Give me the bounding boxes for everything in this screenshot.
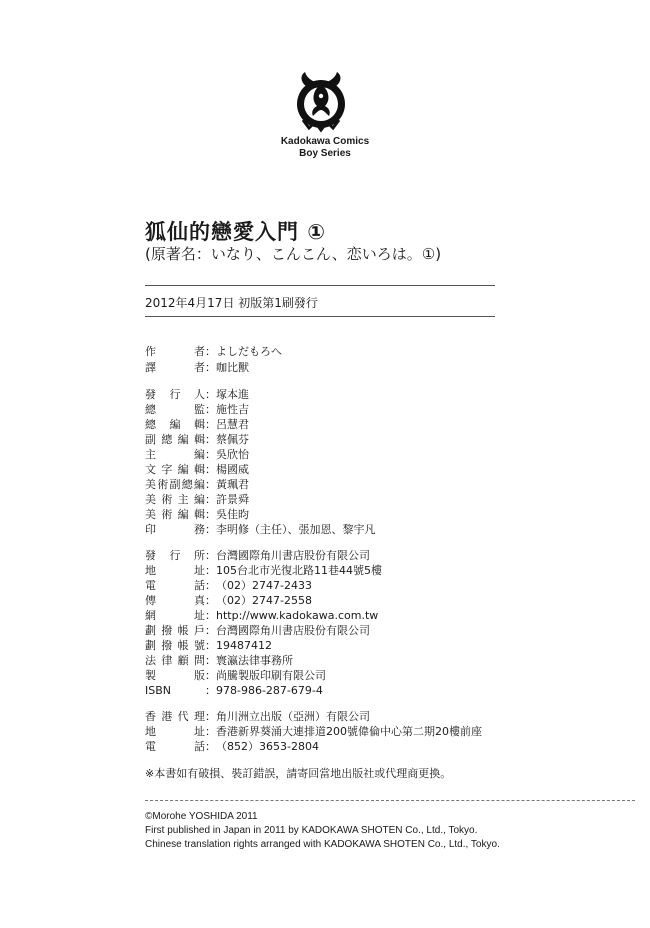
replacement-notice: ※本書如有破損、裝訂錯誤，請寄回當地出版社或代理商更換。 [145,767,452,780]
credit-row: 美術編輯：吳佳昀 [145,508,249,521]
publisher-row: 劃撥帳號：19487412 [145,639,272,652]
hk-agent-row: 地址：香港新界葵涌大連排道200號偉倫中心第二期20樓前座 [145,725,482,738]
copyright-line: First published in Japan in 2011 by KADOKAWA SHOTEN Co., Ltd., Tokyo. [145,825,478,836]
publisher-row: 網址：http://www.kadokawa.com.tw [145,609,379,622]
series-name: Kadokawa Comics [280,136,370,147]
credit-row: 印務：李明修（主任）、張加恩、黎宇凡 [145,523,376,536]
credit-row: 美術主編：許景舜 [145,493,249,506]
publisher-row: ISBN ：978-986-287-679-4 [145,684,323,697]
credit-row: 譯者：咖比獸 [145,361,249,374]
publisher-row: 發行所：台灣國際角川書店股份有限公司 [145,549,370,562]
publisher-row: 傳真：（02）2747-2558 [145,594,312,607]
original-title: (原著名：いなり、こんこん、恋いろは。①) [145,245,442,263]
credit-row: 總監：施性吉 [145,403,249,416]
copyright-line: ©Morohe YOSHIDA 2011 [145,811,258,822]
credit-row: 主編：吳欣怡 [145,448,249,461]
credit-row: 文字編輯：楊國威 [145,463,249,476]
book-title: 狐仙的戀愛入門 ① [145,220,327,244]
credit-row: 發行人：塚本進 [145,388,249,401]
publisher-row: 電話：（02）2747-2433 [145,579,312,592]
publisher-row: 劃撥帳戶：台灣國際角川書店股份有限公司 [145,624,370,637]
copyright-line: Chinese translation rights arranged with KADOKAWA SHOTEN Co., Ltd., Tokyo. [145,839,500,850]
credit-row: 美術副總編：黃珮君 [145,478,249,491]
divider [145,316,495,317]
series-subname: Boy Series [299,148,351,159]
divider [145,800,635,801]
hk-agent-row: 電話：（852）3653-2804 [145,740,319,753]
publisher-row: 法律顧問：寰瀛法律事務所 [145,654,293,667]
phoenix-logo-icon [291,70,351,134]
hk-agent-row: 香港代理：角川洲立出版（亞洲）有限公司 [145,710,370,723]
publisher-row: 地址：105台北市光復北路11巷44號5樓 [145,564,382,577]
divider [145,285,495,286]
credit-row: 副總編輯：蔡佩芬 [145,433,249,446]
publisher-row: 製版：尚騰製版印刷有限公司 [145,669,326,682]
credit-row: 總編輯：呂慧君 [145,418,249,431]
edition-date: 2012年4月17日 初版第1刷發行 [145,296,318,310]
credit-row: 作者：よしだもろへ [145,345,282,358]
